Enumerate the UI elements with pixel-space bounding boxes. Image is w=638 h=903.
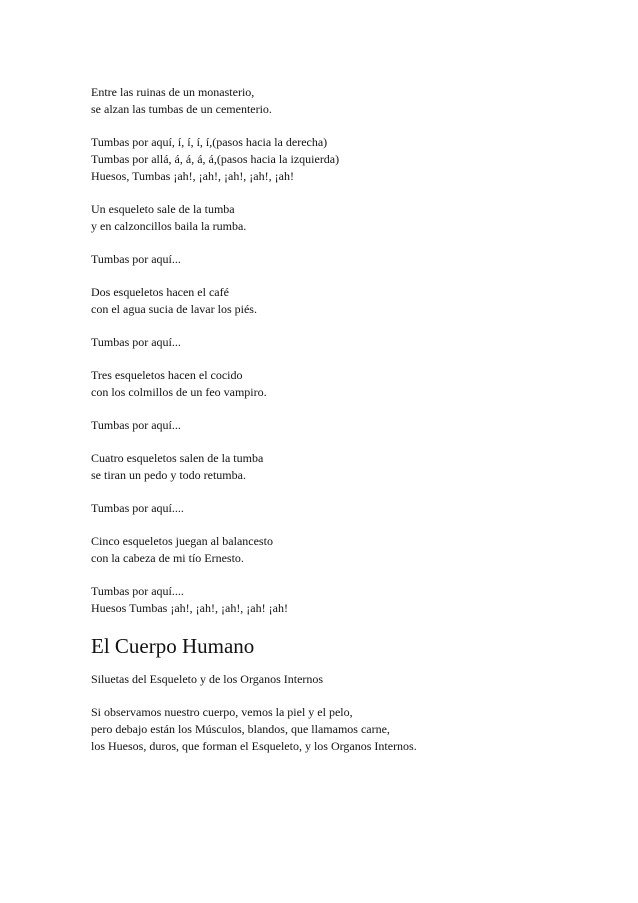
poem-stanza	[91, 367, 591, 401]
poem-line: Dos esqueletos hacen el café	[91, 285, 229, 299]
subtitle-line: Siluetas del Esqueleto y de los Organos Internos	[91, 672, 324, 686]
poem-line: Tumbas por aquí...	[91, 418, 181, 432]
poem-line: Tumbas por aquí....	[91, 584, 184, 598]
poem-stanza	[91, 284, 591, 318]
poem-line: Huesos Tumbas ¡ah!, ¡ah!, ¡ah!, ¡ah! ¡ah!	[91, 601, 288, 615]
paragraph-line: pero debajo están los Músculos, blandos, que llamamos carne,	[91, 722, 390, 736]
poem-line: Huesos, Tumbas ¡ah!, ¡ah!, ¡ah!, ¡ah!, ¡ah!	[91, 169, 294, 183]
section-paragraph	[91, 704, 591, 755]
poem-line: Tres esqueletos hacen el cocido	[91, 368, 243, 382]
poem-line: Un esqueleto sale de la tumba	[91, 202, 235, 216]
poem-line: Tumbas por aquí...	[91, 252, 181, 266]
poem-stanza	[91, 201, 591, 235]
poem-stanza	[91, 583, 591, 617]
poem-line: se tiran un pedo y todo retumba.	[91, 468, 246, 482]
poem-line: con la cabeza de mi tío Ernesto.	[91, 551, 244, 565]
poem	[91, 84, 591, 617]
poem-stanza	[91, 417, 591, 434]
poem-line: Tumbas por allá, á, á, á, á,(pasos hacia la izquierda)	[91, 152, 340, 166]
poem-stanza	[91, 334, 591, 351]
poem-line: y en calzoncillos baila la rumba.	[91, 219, 247, 233]
section-subtitle	[91, 671, 591, 688]
paragraph-line: los Huesos, duros, que forman el Esqueleto, y los Organos Internos.	[91, 739, 417, 753]
poem-line: Tumbas por aquí....	[91, 501, 184, 515]
poem-stanza	[91, 84, 591, 118]
poem-stanza	[91, 134, 591, 185]
document-content	[91, 84, 591, 771]
poem-line: Entre las ruinas de un monasterio,	[91, 85, 255, 99]
poem-line: Cuatro esqueletos salen de la tumba	[91, 451, 264, 465]
poem-line: se alzan las tumbas de un cementerio.	[91, 102, 272, 116]
poem-line: Cinco esqueletos juegan al balancesto	[91, 534, 273, 548]
poem-stanza	[91, 533, 591, 567]
poem-stanza	[91, 500, 591, 517]
poem-line: con el agua sucia de lavar los piés.	[91, 302, 257, 316]
poem-line: Tumbas por aquí...	[91, 335, 181, 349]
poem-line: Tumbas por aquí, í, í, í, í,(pasos hacia la derecha)	[91, 135, 328, 149]
section-heading: El Cuerpo Humano	[91, 634, 255, 658]
poem-line: con los colmillos de un feo vampiro.	[91, 385, 267, 399]
poem-stanza	[91, 450, 591, 484]
paragraph-line: Si observamos nuestro cuerpo, vemos la piel y el pelo,	[91, 705, 353, 719]
poem-stanza	[91, 251, 591, 268]
